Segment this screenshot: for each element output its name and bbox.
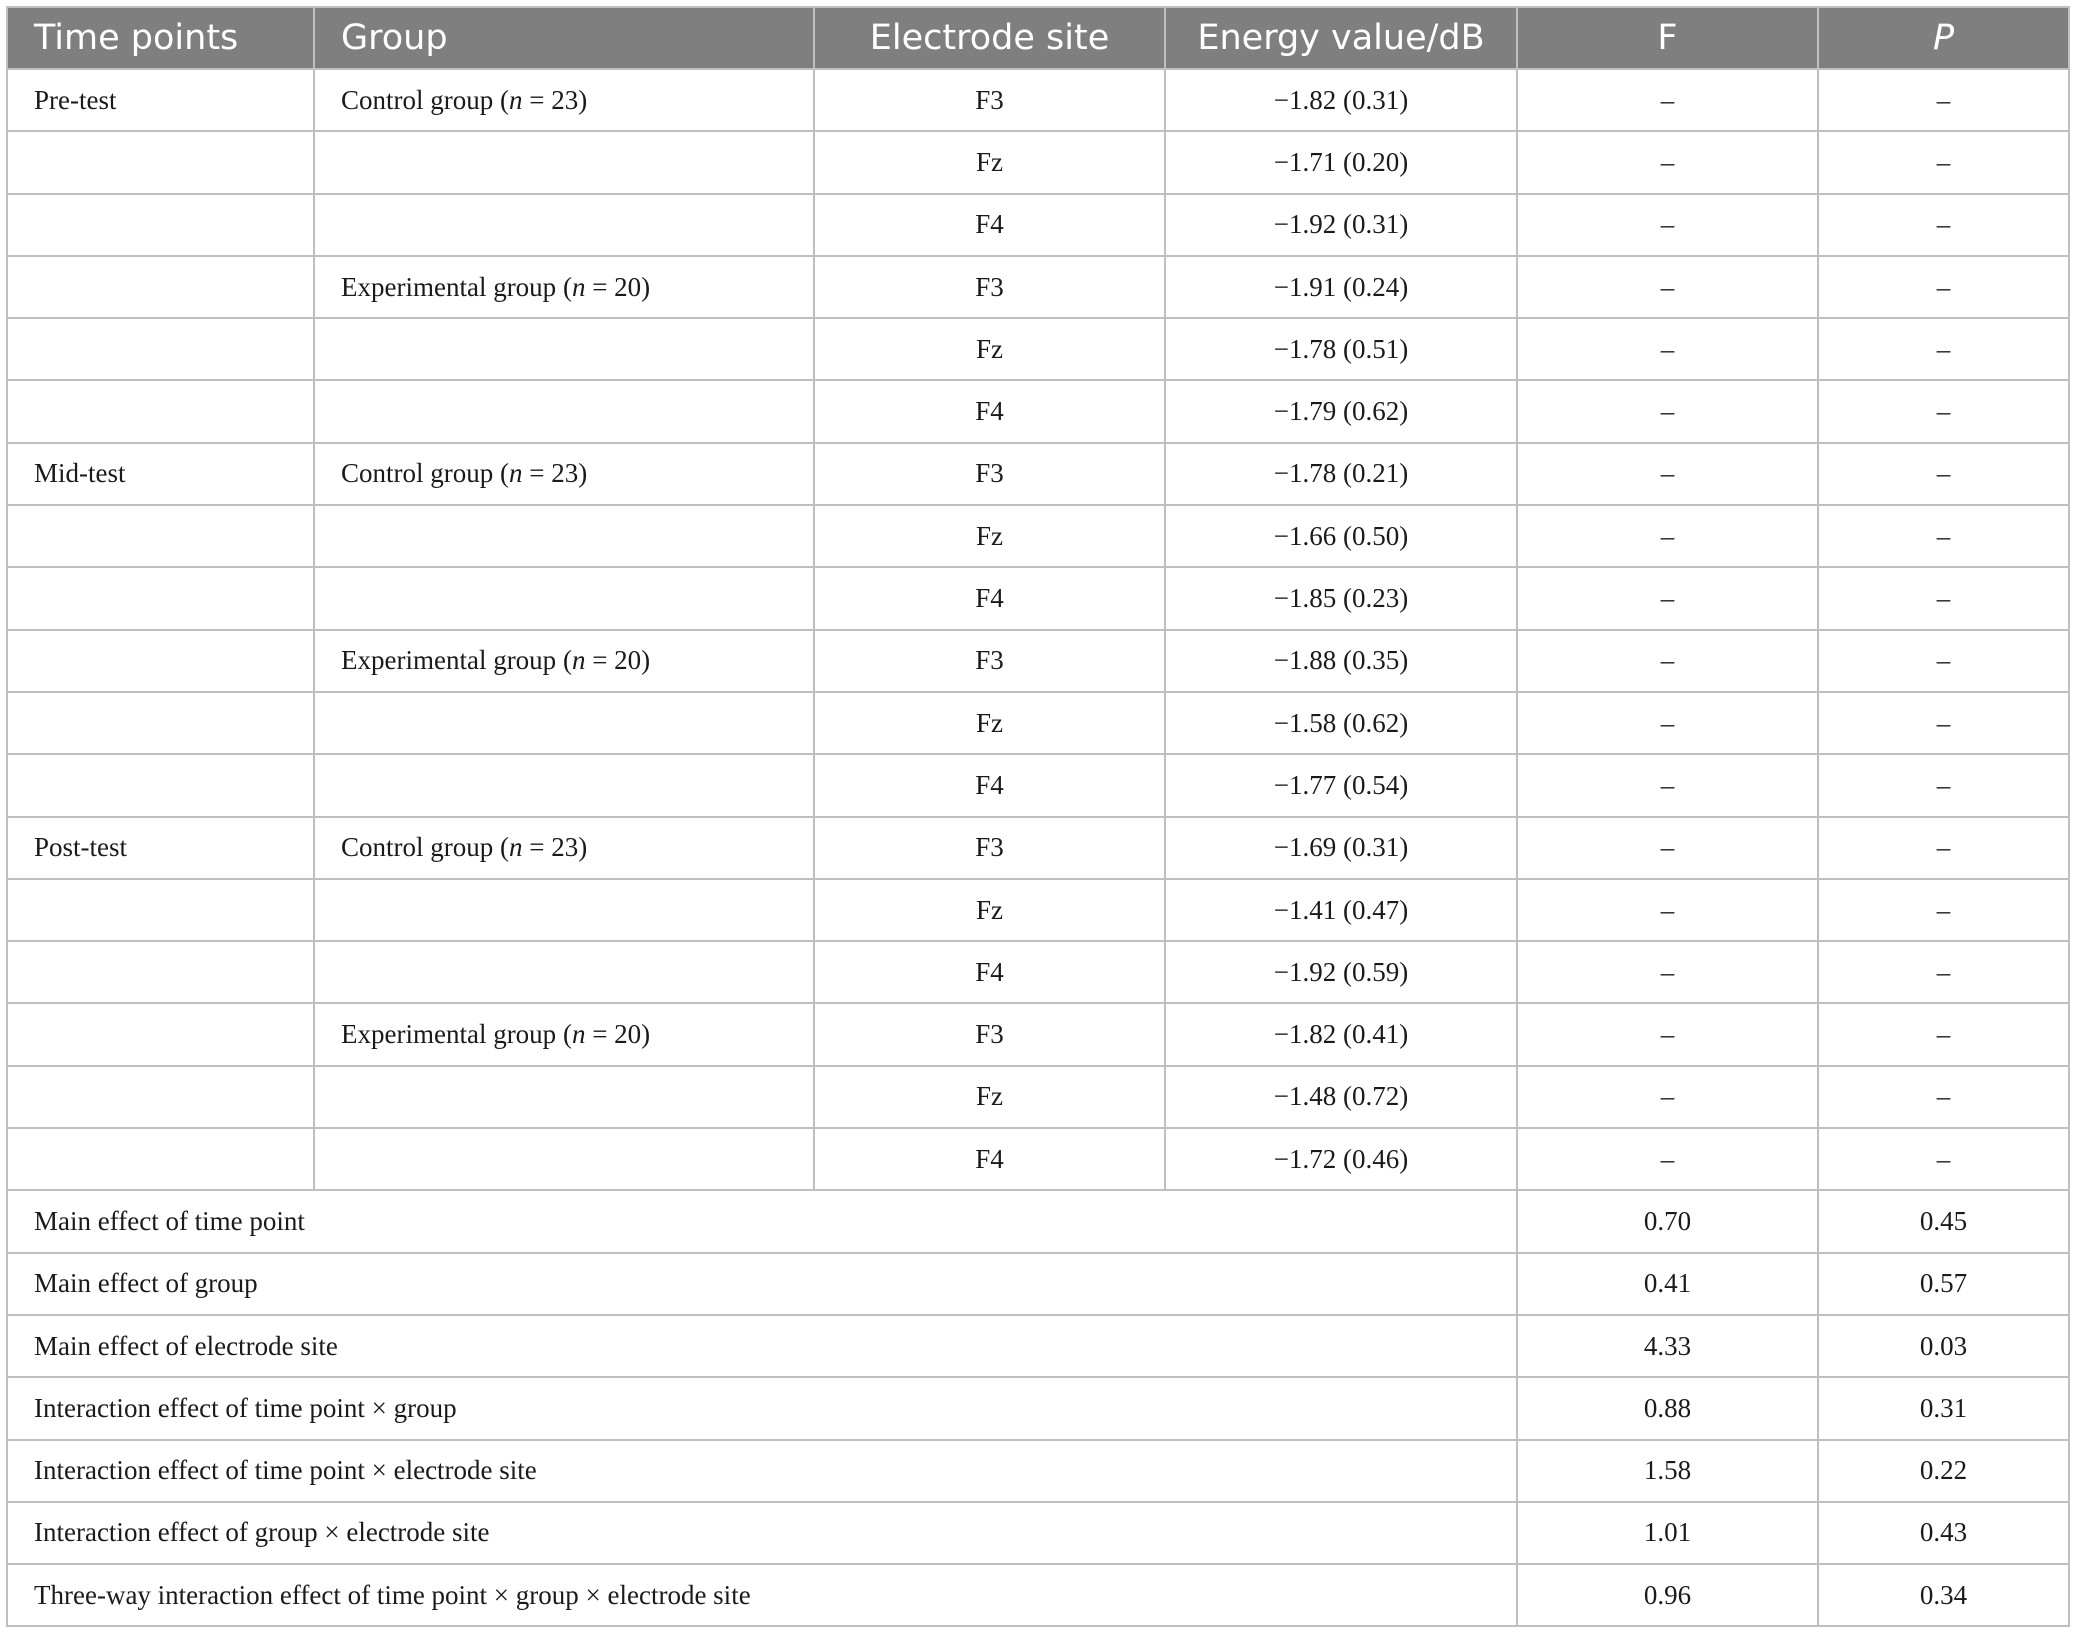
p-value-cell: – <box>1818 817 2069 879</box>
group-n-close: ) <box>578 84 588 115</box>
energy-value-cell: −1.78 (0.21) <box>1165 443 1517 505</box>
energy-value-cell: −1.71 (0.20) <box>1165 131 1517 193</box>
header-electrode-site: Electrode site <box>814 7 1165 69</box>
group-cell <box>314 380 814 442</box>
p-value-cell: – <box>1818 318 2069 380</box>
energy-value-cell: −1.72 (0.46) <box>1165 1128 1517 1190</box>
effect-row <box>7 1377 2069 1439</box>
group-n-close: ) <box>578 832 588 863</box>
time-point-cell <box>7 1003 314 1065</box>
f-value-cell: – <box>1517 194 1818 256</box>
group-n-open: ( <box>493 458 509 489</box>
f-value-cell: – <box>1517 69 1818 131</box>
effect-row <box>7 1564 2069 1626</box>
energy-value-cell: −1.58 (0.62) <box>1165 692 1517 754</box>
group-n-close: ) <box>641 1019 651 1050</box>
energy-value-cell: −1.79 (0.62) <box>1165 380 1517 442</box>
group-n-equals: = <box>522 832 552 863</box>
effect-label-cell: Interaction effect of time point × electrode site <box>7 1440 1517 1502</box>
n-symbol: n <box>571 645 586 676</box>
f-value-cell: – <box>1517 443 1818 505</box>
group-n-close: ) <box>641 271 651 302</box>
p-value-cell: – <box>1818 941 2069 1003</box>
group-n-open: ( <box>493 84 509 115</box>
table-row <box>7 1003 2069 1065</box>
effect-row <box>7 1502 2069 1564</box>
time-point-cell <box>7 194 314 256</box>
effect-label-cell: Main effect of group <box>7 1253 1517 1315</box>
group-cell <box>314 879 814 941</box>
group-n-value: 20 <box>614 1019 642 1050</box>
group-cell <box>314 194 814 256</box>
f-value-cell: – <box>1517 692 1818 754</box>
time-point-cell <box>7 1066 314 1128</box>
effect-label-cell: Interaction effect of time point × group <box>7 1377 1517 1439</box>
table-row <box>7 318 2069 380</box>
f-value-cell: – <box>1517 380 1818 442</box>
time-point-cell <box>7 567 314 629</box>
time-point-cell <box>7 1128 314 1190</box>
f-value-cell: – <box>1517 879 1818 941</box>
table-row <box>7 630 2069 692</box>
f-value-cell: – <box>1517 630 1818 692</box>
p-value-cell: – <box>1818 1066 2069 1128</box>
n-symbol: n <box>509 832 523 863</box>
p-value-cell: – <box>1818 131 2069 193</box>
time-point-cell <box>7 879 314 941</box>
effect-p-cell: 0.31 <box>1818 1377 2069 1439</box>
energy-value-cell: −1.82 (0.31) <box>1165 69 1517 131</box>
effect-row <box>7 1440 2069 1502</box>
group-n-equals: = <box>585 271 615 302</box>
time-point-cell: Mid-test <box>7 443 314 505</box>
energy-value-cell: −1.41 (0.47) <box>1165 879 1517 941</box>
group-cell <box>314 318 814 380</box>
electrode-site-cell: F4 <box>814 194 1165 256</box>
electrode-site-cell: Fz <box>814 131 1165 193</box>
group-n-equals: = <box>585 645 615 676</box>
electrode-site-cell: F3 <box>814 443 1165 505</box>
group-n-value: 23 <box>551 832 579 863</box>
group-cell <box>314 256 814 318</box>
group-n-open: ( <box>556 271 572 302</box>
electrode-site-cell: F3 <box>814 817 1165 879</box>
group-cell <box>314 443 814 505</box>
effect-row <box>7 1315 2069 1377</box>
effect-p-cell: 0.57 <box>1818 1253 2069 1315</box>
effect-label-cell: Main effect of time point <box>7 1190 1517 1252</box>
p-value-cell: – <box>1818 754 2069 816</box>
f-value-cell: – <box>1517 318 1818 380</box>
f-value-cell: – <box>1517 817 1818 879</box>
electrode-site-cell: Fz <box>814 1066 1165 1128</box>
table-row <box>7 754 2069 816</box>
effect-f-cell: 0.88 <box>1517 1377 1818 1439</box>
group-n-close: ) <box>578 458 588 489</box>
energy-value-cell: −1.78 (0.51) <box>1165 318 1517 380</box>
effect-label-cell: Three-way interaction effect of time point × group × electrode site <box>7 1564 1517 1626</box>
f-value-cell: – <box>1517 505 1818 567</box>
f-value-cell: – <box>1517 256 1818 318</box>
group-label: Experimental group <box>341 1019 557 1050</box>
f-value-cell: – <box>1517 1128 1818 1190</box>
group-label: Experimental group <box>341 271 557 302</box>
group-cell <box>314 69 814 131</box>
group-cell <box>314 754 814 816</box>
group-label: Control group <box>341 84 494 115</box>
results-table <box>6 6 2070 1627</box>
p-value-cell: – <box>1818 1128 2069 1190</box>
energy-value-cell: −1.91 (0.24) <box>1165 256 1517 318</box>
effect-p-cell: 0.45 <box>1818 1190 2069 1252</box>
time-point-cell <box>7 505 314 567</box>
energy-value-cell: −1.88 (0.35) <box>1165 630 1517 692</box>
energy-value-cell: −1.66 (0.50) <box>1165 505 1517 567</box>
group-n-value: 23 <box>551 84 579 115</box>
header-f: F <box>1517 7 1818 69</box>
f-value-cell: – <box>1517 941 1818 1003</box>
group-cell <box>314 505 814 567</box>
effect-p-cell: 0.43 <box>1818 1502 2069 1564</box>
p-value-cell: – <box>1818 879 2069 941</box>
time-point-cell <box>7 131 314 193</box>
group-n-value: 20 <box>614 271 642 302</box>
electrode-site-cell: Fz <box>814 505 1165 567</box>
effect-f-cell: 0.96 <box>1517 1564 1818 1626</box>
group-cell <box>314 567 814 629</box>
electrode-site-cell: F3 <box>814 630 1165 692</box>
electrode-site-cell: F4 <box>814 941 1165 1003</box>
header-p: P <box>1818 7 2069 69</box>
f-value-cell: – <box>1517 131 1818 193</box>
results-table-container <box>6 6 2068 1627</box>
table-row <box>7 692 2069 754</box>
group-cell <box>314 1128 814 1190</box>
group-n-close: ) <box>641 645 651 676</box>
table-row <box>7 443 2069 505</box>
p-value-cell: – <box>1818 505 2069 567</box>
group-n-equals: = <box>585 1019 615 1050</box>
group-cell <box>314 941 814 1003</box>
group-n-equals: = <box>522 458 552 489</box>
p-value-cell: – <box>1818 1003 2069 1065</box>
group-label: Experimental group <box>341 645 557 676</box>
header-row <box>7 7 2069 69</box>
table-row <box>7 941 2069 1003</box>
table-row <box>7 567 2069 629</box>
electrode-site-cell: F3 <box>814 69 1165 131</box>
f-value-cell: – <box>1517 1003 1818 1065</box>
table-row <box>7 1066 2069 1128</box>
effect-f-cell: 1.01 <box>1517 1502 1818 1564</box>
table-header <box>7 7 2069 69</box>
effect-f-cell: 4.33 <box>1517 1315 1818 1377</box>
header-energy-value: Energy value/dB <box>1165 7 1517 69</box>
electrode-site-cell: F4 <box>814 567 1165 629</box>
n-symbol: n <box>509 458 523 489</box>
table-row <box>7 879 2069 941</box>
time-point-cell <box>7 318 314 380</box>
group-n-open: ( <box>556 645 572 676</box>
f-value-cell: – <box>1517 567 1818 629</box>
effect-f-cell: 0.70 <box>1517 1190 1818 1252</box>
group-n-open: ( <box>493 832 509 863</box>
group-cell <box>314 692 814 754</box>
electrode-site-cell: F3 <box>814 1003 1165 1065</box>
n-symbol: n <box>509 84 523 115</box>
electrode-site-cell: F4 <box>814 1128 1165 1190</box>
time-point-cell <box>7 630 314 692</box>
table-row <box>7 69 2069 131</box>
p-value-cell: – <box>1818 256 2069 318</box>
p-value-cell: – <box>1818 194 2069 256</box>
energy-value-cell: −1.48 (0.72) <box>1165 1066 1517 1128</box>
group-cell <box>314 1066 814 1128</box>
electrode-site-cell: F4 <box>814 754 1165 816</box>
effect-f-cell: 0.41 <box>1517 1253 1818 1315</box>
electrode-site-cell: Fz <box>814 318 1165 380</box>
effect-row <box>7 1253 2069 1315</box>
time-point-cell <box>7 754 314 816</box>
electrode-site-cell: Fz <box>814 692 1165 754</box>
n-symbol: n <box>571 271 586 302</box>
p-value-cell: – <box>1818 630 2069 692</box>
p-value-cell: – <box>1818 567 2069 629</box>
time-point-cell <box>7 692 314 754</box>
table-row <box>7 1128 2069 1190</box>
group-label: Control group <box>341 458 494 489</box>
header-group: Group <box>314 7 814 69</box>
energy-value-cell: −1.92 (0.59) <box>1165 941 1517 1003</box>
time-point-cell <box>7 380 314 442</box>
electrode-site-cell: F3 <box>814 256 1165 318</box>
table-body <box>7 69 2069 1626</box>
table-row <box>7 194 2069 256</box>
time-point-cell: Pre-test <box>7 69 314 131</box>
effect-row <box>7 1190 2069 1252</box>
energy-value-cell: −1.69 (0.31) <box>1165 817 1517 879</box>
energy-value-cell: −1.85 (0.23) <box>1165 567 1517 629</box>
f-value-cell: – <box>1517 1066 1818 1128</box>
electrode-site-cell: Fz <box>814 879 1165 941</box>
group-n-value: 23 <box>551 458 579 489</box>
electrode-site-cell: F4 <box>814 380 1165 442</box>
p-value-cell: – <box>1818 69 2069 131</box>
table-row <box>7 256 2069 318</box>
table-row <box>7 505 2069 567</box>
group-n-value: 20 <box>614 645 642 676</box>
table-row <box>7 131 2069 193</box>
table-row <box>7 817 2069 879</box>
effect-p-cell: 0.03 <box>1818 1315 2069 1377</box>
n-symbol: n <box>571 1019 586 1050</box>
time-point-cell <box>7 941 314 1003</box>
effect-f-cell: 1.58 <box>1517 1440 1818 1502</box>
group-cell <box>314 1003 814 1065</box>
header-time-points: Time points <box>7 7 314 69</box>
effect-label-cell: Main effect of electrode site <box>7 1315 1517 1377</box>
energy-value-cell: −1.82 (0.41) <box>1165 1003 1517 1065</box>
p-value-cell: – <box>1818 380 2069 442</box>
group-n-equals: = <box>522 84 552 115</box>
effect-p-cell: 0.34 <box>1818 1564 2069 1626</box>
energy-value-cell: −1.77 (0.54) <box>1165 754 1517 816</box>
p-value-cell: – <box>1818 443 2069 505</box>
group-n-open: ( <box>556 1019 572 1050</box>
time-point-cell <box>7 256 314 318</box>
effect-p-cell: 0.22 <box>1818 1440 2069 1502</box>
group-cell <box>314 630 814 692</box>
energy-value-cell: −1.92 (0.31) <box>1165 194 1517 256</box>
f-value-cell: – <box>1517 754 1818 816</box>
effect-label-cell: Interaction effect of group × electrode site <box>7 1502 1517 1564</box>
group-cell <box>314 817 814 879</box>
group-cell <box>314 131 814 193</box>
table-row <box>7 380 2069 442</box>
time-point-cell: Post-test <box>7 817 314 879</box>
group-label: Control group <box>341 832 494 863</box>
p-value-cell: – <box>1818 692 2069 754</box>
